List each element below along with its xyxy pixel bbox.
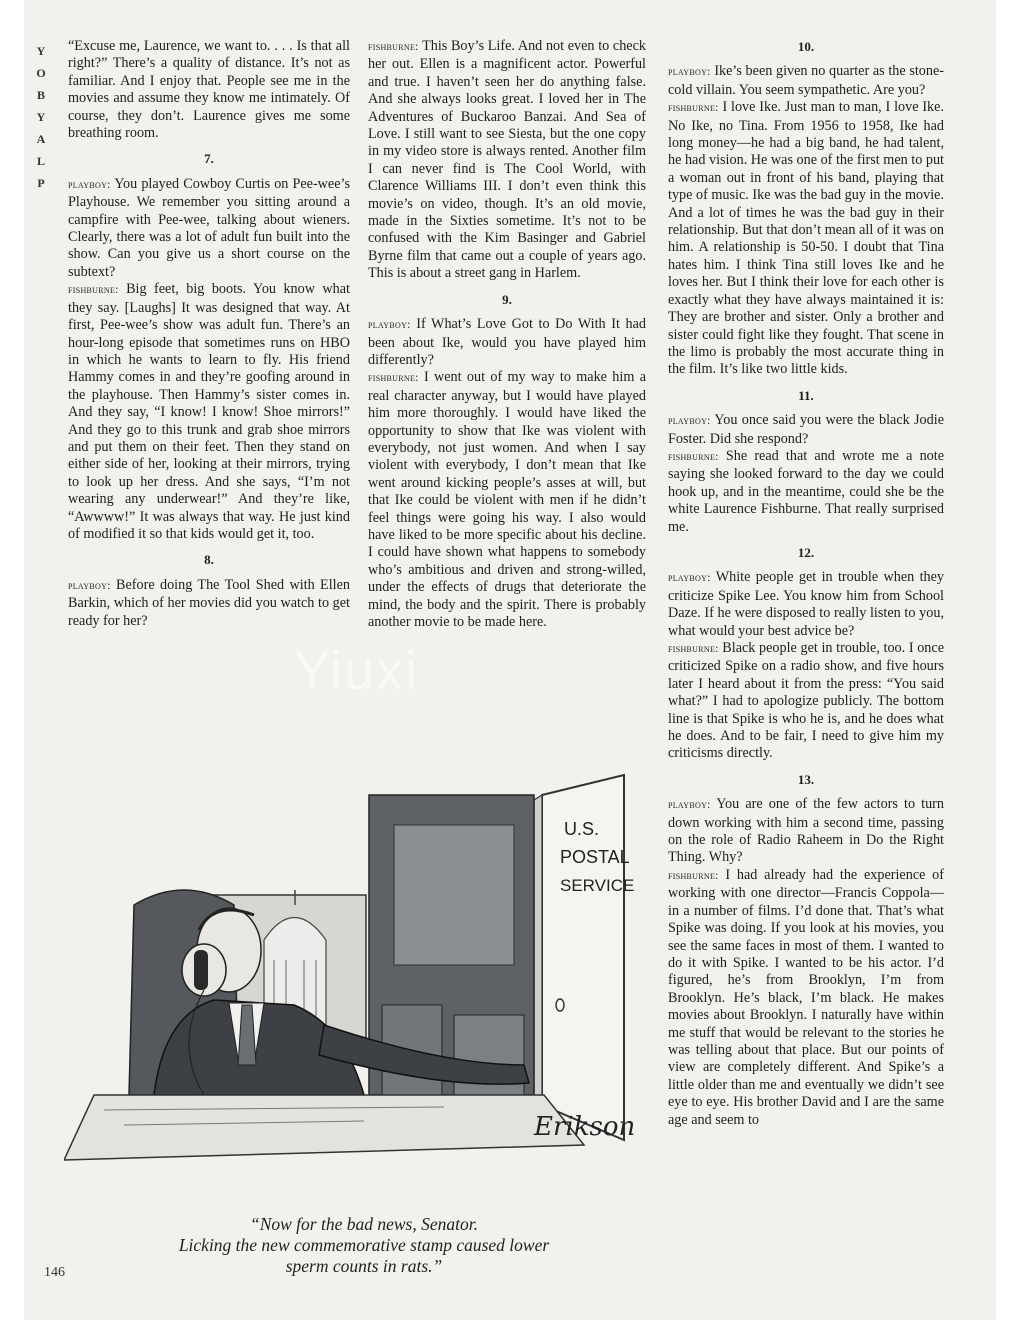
speaker-label: playboy: [668,572,711,585]
speaker-label: fishburne: [668,102,719,115]
cartoon-illustration [64,765,654,1200]
question-text: You are one of the few actors to turn down working with him a second time, passing on the role of Radio Raheem in Do the Right Thing. Why? [668,796,944,866]
question-number: 12. [797,544,815,560]
speaker-label: playboy: [68,178,111,191]
speaker-label: playboy: [68,579,111,592]
paragraph: “Excuse me, Laurence, we want to. . . . Is that all right?” There’s a quality of distance. It’s not as familiar. And I enjoy that. People see me in the movies and assume they know me intimately. Of course, they don’t. Laurence gives me some breathing room. [68,38,350,142]
answer-text: This Boy’s Life. And not even to check her out. Ellen is a magnificent actor. Powerful and true. I haven’t seen her do anything false. And she always looks great. I loved her in The Adventures of Buckaroo Banzai. And Sea of Love. I still want to see Siesta, but the one copy in my video store is always rented. Another film I can never find is The Cool World, with Clarence Williams III. I don’t even think this movie’s on video, though. It’s an old movie, made in the Sixties sometime. It’s not to be confused with the Kim Basinger and Gabriel Byrne film that came out a couple of years ago. This is about a street gang in Harlem. [368,38,646,282]
masthead-letter: P [37,176,45,190]
text-column-3 [668,38,944,1129]
question [668,412,944,448]
answer-text: I had already had the experience of working with one director—Francis Coppola—in a number of films. I’d done that. That’s what Spike was doing. If you look at his movies, you see the same faces in most of them. I wanted to do it with Spike. I wanted to be his actor. I’d figured, he’s from Brooklyn, I’m from Brooklyn. He’s black, I’m black. He makes movies about Brooklyn. I naturally have within me stuff that would be relevant to the stories he was telling about that place. But our points of view are completely different. And Spike’s a little older than me and eventually we didn’t see eye to eye. His brother David and I are the same age and seem to [668,866,944,1128]
speaker-label: fishburne: [368,372,419,385]
answer-text: Black people get in trouble, too. I once criticized Spike on a radio show, and five hours later I heard about it from the press: “You said what?” I had to apologize publicly. The bottom line is that Spike is who he is, and he does what he does. And to be fair, I need to give him my criticisms directly. [668,640,944,762]
masthead-letter: Y [36,44,46,58]
speaker-label: fishburne: [668,869,719,882]
question [668,569,944,640]
caption-line: “Now for the bad news, Senator. [249,1214,478,1234]
answer [68,281,350,543]
answer [668,99,944,379]
answer [368,38,646,283]
speaker-label: fishburne: [668,643,719,655]
masthead-letter: B [36,88,45,102]
caption-line: Licking the new commemorative stamp caused lower [178,1235,550,1255]
masthead-letter: O [36,66,46,80]
magazine-page [24,0,996,1320]
text-column-1 [68,38,350,630]
answer [668,640,944,763]
speaker-label: fishburne: [368,41,419,53]
masthead-letter: A [36,132,46,146]
artist-signature: Erikson [534,1112,636,1142]
question-number: 10. [797,39,815,54]
speaker-label: playboy: [668,415,711,428]
page-number: 146 [44,1265,65,1280]
question-text: You once said you were the black Jodie Foster. Did she respond? [668,412,944,447]
telephone-icon [194,950,208,990]
question-number: 8. [204,552,214,568]
vertical-masthead [30,40,52,194]
question-text: White people get in trouble when they criticize Spike Lee. You know him from School Daze. If he were disposed to really listen to you, what would your best advice be? [668,569,944,639]
question-text: Before doing The Tool Shed with Ellen Barkin, which of her movies did you watch to get ready for her? [68,576,350,629]
door-sign-line: SERVICE [560,876,635,895]
text-column-2 [368,38,646,631]
speaker-label: fishburne: [68,284,119,297]
speaker-label: playboy: [368,319,411,332]
question [668,63,944,99]
question [368,316,646,369]
speaker-label: playboy: [668,799,711,812]
watermark: Yiuxi [294,641,420,701]
question-number: 9. [502,291,512,307]
caption-line: sperm counts in rats.” [285,1256,443,1276]
speaker-label: playboy: [668,66,711,79]
cartoon-caption [114,1214,614,1277]
answer [668,867,944,1129]
question-number: 7. [204,151,214,167]
door-sign-line: U.S. [564,819,600,839]
question [68,176,350,281]
masthead-letter: L [36,154,45,168]
question-number: 11. [798,387,814,403]
answer [368,369,646,631]
answer-text: I love Ike. Just man to man, I love Ike. No Ike, no Tina. From 1956 to 1958, Ike had long money—he had a big band, he had talent, he had vision. He was one of the first men to put a woman out in front of his band, playing that type of music. Ike was the bad guy in the movie. And a lot of times he was the bad guy in their relationship. But that don’t mean all of it was on him. A relationship is 50-50. I doubt that Tina hates him. I think Tina still loves Ike and he loves her. But I think their love for each other is exactly what they have always maintained it is: They are brother and sister. Only a brother and sister could fight like they fought. That scene in the limo is probably the most accurate thing in the film. It’s like two little kids. [668,99,944,378]
answer-text: She read that and wrote me a note saying she looked forward to the day we could hook up, and in the meantime, could she be the white Laurence Fishburne. That really surprised me. [668,447,944,535]
question-text: If What’s Love Got to Do With It had been about Ike, would you have played him differently? [368,316,646,368]
answer-text: Big feet, big boots. You know what they say. [Laughs] It was designed that way. At first, Pee-wee’s show was adult fun. There’s an hour-long episode that sometimes runs on HBO in which he wants to learn to fly. His friend Hammy comes in and they’re goofing around in the playhouse. Then Hammy’s sister comes in. And they say, “I know! I know! Shoe mirrors!” And they go to this trunk and grab shoe mirrors and put them on their feet. Then they stand on either side of her, looking at their mirrors, trying to look up her dress. And she says, “I’m not wearing any underwear!” And they’re like, “Awwww!” It was always that way. He just kind of modified it so that kids would get it, too. [68,281,350,542]
question-text: Ike’s been given no quarter as the stone-cold villain. You seem sympathetic. Are you? [668,63,944,98]
question [668,796,944,867]
question [68,577,350,630]
answer [668,448,944,536]
question-text: You played Cowboy Curtis on Pee-wee’s Playhouse. We remember you sitting around a campfire with Pee-wee, talking about wieners. Clearly, there was a lot of adult fun built into the show. Can you give us a short course on the subtext? [68,175,350,280]
question-number: 13. [797,771,815,787]
door-sign-line: POSTAL [560,847,630,867]
masthead-letter: Y [36,110,46,124]
answer-text: I went out of my way to make him a real character anyway, but I would have played him more thoroughly. I would have liked the opportunity to show that Ike was violent with everybody, not just women. And when I say violent with everybody, I don’t mean that Ike went around kicking people’s asses at will, but that Ike could be violent with men if he didn’t feel things were going his way. I also would have liked to be more specific about his decline. I could have shown what happens to somebody who’s ambitious and driven and strong-willed, under the effects of drugs that deteriorate the mind, the body and the spirit. There is probably another movie to be made here. [368,369,646,630]
speaker-label: fishburne: [668,450,719,463]
